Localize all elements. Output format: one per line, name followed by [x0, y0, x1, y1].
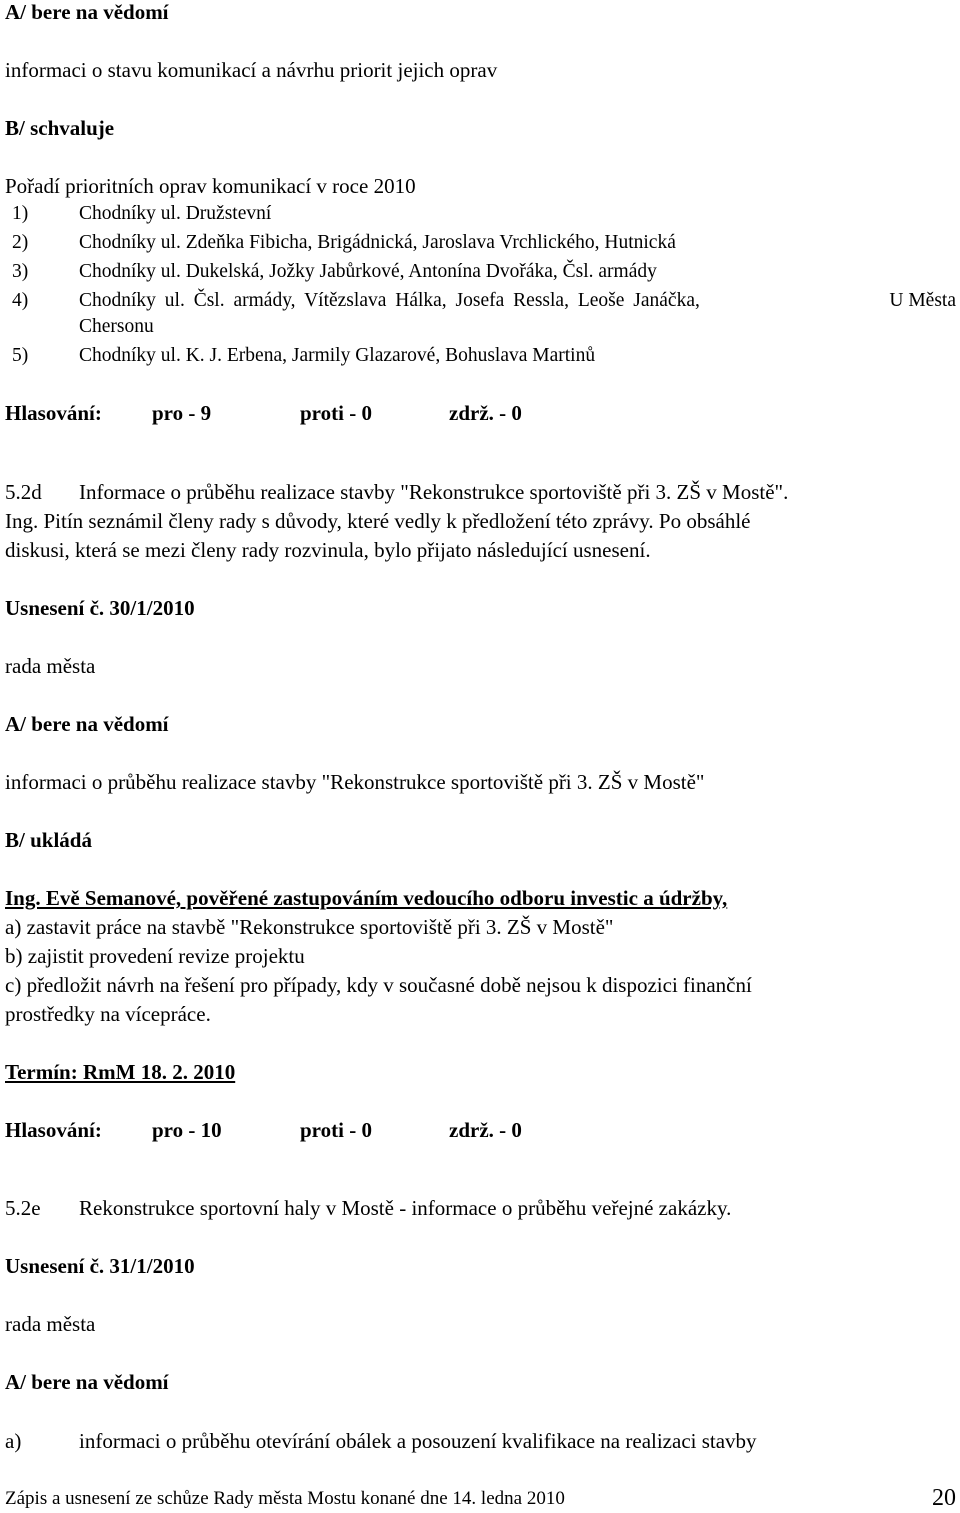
agenda-item-number: 5.2e: [5, 1196, 41, 1220]
page-footer: Zápis a usnesení ze schůze Rady města Mostu konané dne 14. ledna 2010: [5, 1488, 565, 1509]
list-item-text: Chodníky ul. Dukelská, Jožky Jabůrkové, Antonína Dvořáka, Čsl. armády: [79, 261, 657, 282]
resolution-body: rada města: [5, 1312, 96, 1336]
paragraph-line: Ing. Pitín seznámil členy rady s důvody, které vedly k předložení této zprávy. Po obsáhlé: [5, 509, 751, 533]
agenda-item-title: Informace o průběhu realizace stavby "Rekonstrukce sportoviště při 3. ZŠ v Mostě".: [79, 480, 789, 504]
vote-zdrz: zdrž. - 0: [449, 1118, 522, 1142]
list-item-text: informaci o průběhu otevírání obálek a posouzení kvalifikace na realizaci stavby: [79, 1429, 757, 1453]
paragraph-line: diskusi, která se mezi členy rady rozvinula, bylo přijato následující usnesení.: [5, 538, 651, 562]
list-item-number: a): [5, 1429, 22, 1453]
vote-label: Hlasování:: [5, 401, 102, 425]
list-item-continuation: Chersonu: [79, 316, 154, 337]
section-a-text: informaci o průběhu realizace stavby "Rekonstrukce sportoviště při 3. ZŠ v Mostě": [5, 770, 705, 794]
deadline: Termín: RmM 18. 2. 2010: [5, 1060, 236, 1084]
list-item-text-tail: U Města: [889, 290, 956, 311]
page-number: 20: [932, 1485, 956, 1511]
list-item-number: 3): [12, 261, 29, 282]
agenda-item-title: Rekonstrukce sportovní haly v Mostě - informace o průběhu veřejné zakázky.: [79, 1196, 732, 1220]
vote-pro: pro - 10: [152, 1118, 222, 1142]
section-a-heading: A/ bere na vědomí: [5, 712, 169, 736]
section-a-heading: A/ bere na vědomí: [5, 1370, 169, 1394]
resolution-title: Usnesení č. 30/1/2010: [5, 596, 195, 620]
vote-label: Hlasování:: [5, 1118, 102, 1142]
vote-pro: pro - 9: [152, 401, 212, 425]
resolution-title: Usnesení č. 31/1/2010: [5, 1254, 195, 1278]
section-b1-text: Pořadí prioritních oprav komunikací v roce 2010: [5, 174, 416, 198]
section-b1-heading: B/ schvaluje: [5, 116, 115, 140]
list-item-text: Chodníky ul. K. J. Erbena, Jarmily Glazarové, Bohuslava Martinů: [79, 345, 596, 366]
agenda-item-number: 5.2d: [5, 480, 42, 504]
list-item-number: 2): [12, 232, 29, 253]
section-b-heading: B/ ukládá: [5, 828, 92, 852]
vote-zdrz: zdrž. - 0: [449, 401, 522, 425]
vote-proti: proti - 0: [300, 1118, 372, 1142]
task-c-continuation: prostředky na vícepráce.: [5, 1002, 211, 1026]
task-a: a) zastavit práce na stavbě "Rekonstrukce sportoviště při 3. ZŠ v Mostě": [5, 915, 614, 939]
list-item-number: 5): [12, 345, 29, 366]
list-item-text: Chodníky ul. Družstevní: [79, 203, 272, 224]
list-item-text: Chodníky ul. Čsl. armády, Vítězslava Hálka, Josefa Ressla, Leoše Janáčka,: [79, 290, 700, 311]
list-item-number: 1): [12, 203, 29, 224]
task-b: b) zajistit provedení revize projektu: [5, 944, 305, 968]
task-c: c) předložit návrh na řešení pro případy, kdy v současné době nejsou k dispozici finanční: [5, 973, 752, 997]
vote-proti: proti - 0: [300, 401, 372, 425]
list-item-number: 4): [12, 290, 29, 311]
resolution-body: rada města: [5, 654, 96, 678]
list-item-text: Chodníky ul. Zdeňka Fibicha, Brigádnická, Jaroslava Vrchlického, Hutnická: [79, 232, 676, 253]
assignee: Ing. Evě Semanové, pověřené zastupováním vedoucího odboru investic a údržby,: [5, 886, 728, 910]
section-a1-heading: A/ bere na vědomí: [5, 0, 169, 24]
section-a1-text: informaci o stavu komunikací a návrhu priorit jejich oprav: [5, 58, 498, 82]
